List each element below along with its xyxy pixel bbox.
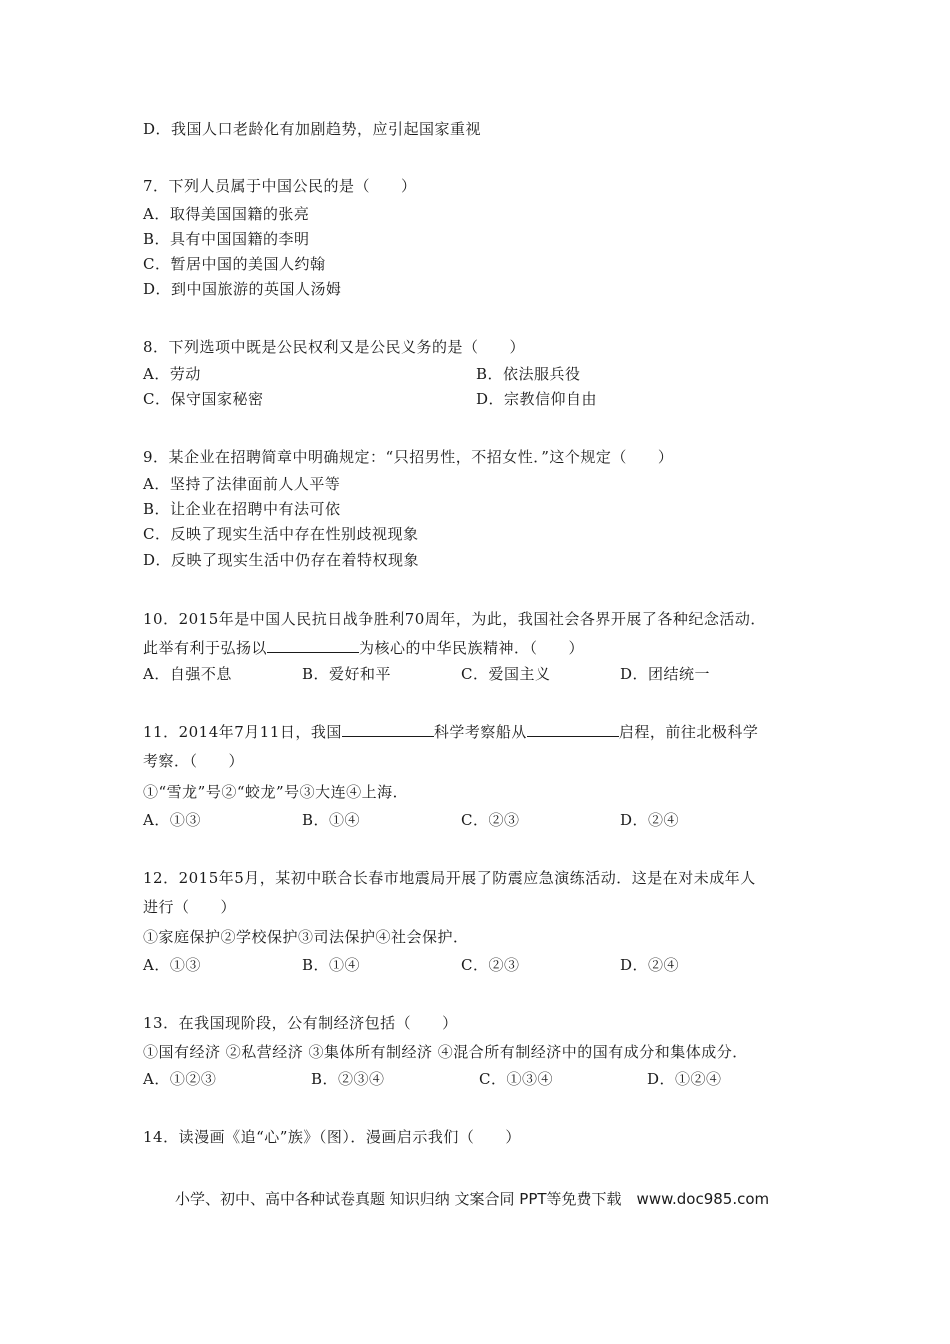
q11-option-b: B．①④ <box>302 811 361 829</box>
q13-items: ①国有经济 ②私营经济 ③集体所有制经济 ④混合所有制经济中的国有成分和集体成分． <box>143 1043 748 1061</box>
q10-blank <box>267 638 359 653</box>
q7-option-b: B．具有中国国籍的李明 <box>143 230 310 248</box>
q13-option-c: C．①③④ <box>479 1070 553 1088</box>
q12-option-b: B．①④ <box>302 956 361 974</box>
q11-blank-2 <box>527 722 619 737</box>
q7-stem: 7．下列人员属于中国公民的是（ ） <box>143 177 417 195</box>
q10-stem-line1: 10．2015年是中国人民抗日战争胜利70周年，为此，我国社会各界开展了各种纪念活动． <box>143 610 766 628</box>
q13-option-d: D．①②④ <box>647 1070 722 1088</box>
q12-option-d: D．②④ <box>620 956 680 974</box>
q11-stem-text-c: 启程，前往北极科学 <box>618 723 759 741</box>
q12-option-c: C．②③ <box>461 956 520 974</box>
q8-option-d: D．宗教信仰自由 <box>476 390 598 408</box>
q11-option-c: C．②③ <box>461 811 520 829</box>
q11-option-d: D．②④ <box>620 811 680 829</box>
q8-option-a: A．劳动 <box>143 365 201 383</box>
q10-option-d: D．团结统一 <box>620 665 711 683</box>
q13-option-a: A．①②③ <box>143 1070 217 1088</box>
q7-option-c: C．暂居中国的美国人约翰 <box>143 255 326 273</box>
q11-stem-text-b: 科学考察船从 <box>433 723 527 741</box>
q11-blank-1 <box>342 722 434 737</box>
q6-option-d: D．我国人口老龄化有加剧趋势，应引起国家重视 <box>143 120 482 138</box>
q12-option-a: A．①③ <box>143 956 201 974</box>
q10-option-b: B．爱好和平 <box>302 665 392 683</box>
q10-option-c: C．爱国主义 <box>461 665 551 683</box>
q11-option-a: A．①③ <box>143 811 201 829</box>
q10-stem-line2 <box>143 638 584 658</box>
q12-items: ①家庭保护②学校保护③司法保护④社会保护． <box>143 928 469 946</box>
q9-option-b: B．让企业在招聘中有法可依 <box>143 500 341 518</box>
q8-option-c: C．保守国家秘密 <box>143 390 264 408</box>
q8-stem: 8．下列选项中既是公民权利又是公民义务的是（ ） <box>143 338 526 356</box>
q12-stem-line2: 进行（ ） <box>143 898 237 916</box>
q11-stem-text-a: 11．2014年7月11日，我国 <box>143 723 342 741</box>
q7-option-a: A．取得美国国籍的张亮 <box>143 205 310 223</box>
footer-text: 小学、初中、高中各种试卷真题 知识归纳 文案合同 PPT等免费下载 www.doc985.com <box>175 1190 770 1208</box>
q13-option-b: B．②③④ <box>311 1070 385 1088</box>
q11-stem-line2: 考察．（ ） <box>143 752 245 770</box>
q10-stem-text-a: 此举有利于弘扬以 <box>143 639 268 657</box>
q9-option-c: C．反映了现实生活中存在性别歧视现象 <box>143 525 419 543</box>
q10-option-a: A．自强不息 <box>143 665 232 683</box>
q8-option-b: B．依法服兵役 <box>476 365 581 383</box>
q9-stem: 9．某企业在招聘简章中明确规定：“只招男性，不招女性．”这个规定（ ） <box>143 448 674 466</box>
q9-option-d: D．反映了现实生活中仍存在着特权现象 <box>143 551 420 569</box>
q11-stem-line1 <box>143 722 758 742</box>
q9-option-a: A．坚持了法律面前人人平等 <box>143 475 341 493</box>
q7-option-d: D．到中国旅游的英国人汤姆 <box>143 280 342 298</box>
q12-stem-line1: 12．2015年5月，某初中联合长春市地震局开展了防震应急演练活动．这是在对未成年人 <box>143 869 756 887</box>
q13-stem: 13．在我国现阶段，公有制经济包括（ ） <box>143 1014 458 1032</box>
q14-stem: 14．读漫画《追“心”族》（图）．漫画启示我们（ ） <box>143 1128 521 1146</box>
q10-stem-text-b: 为核心的中华民族精神．（ ） <box>359 639 585 657</box>
q11-items: ①“雪龙”号②“蛟龙”号③大连④上海． <box>143 783 409 801</box>
